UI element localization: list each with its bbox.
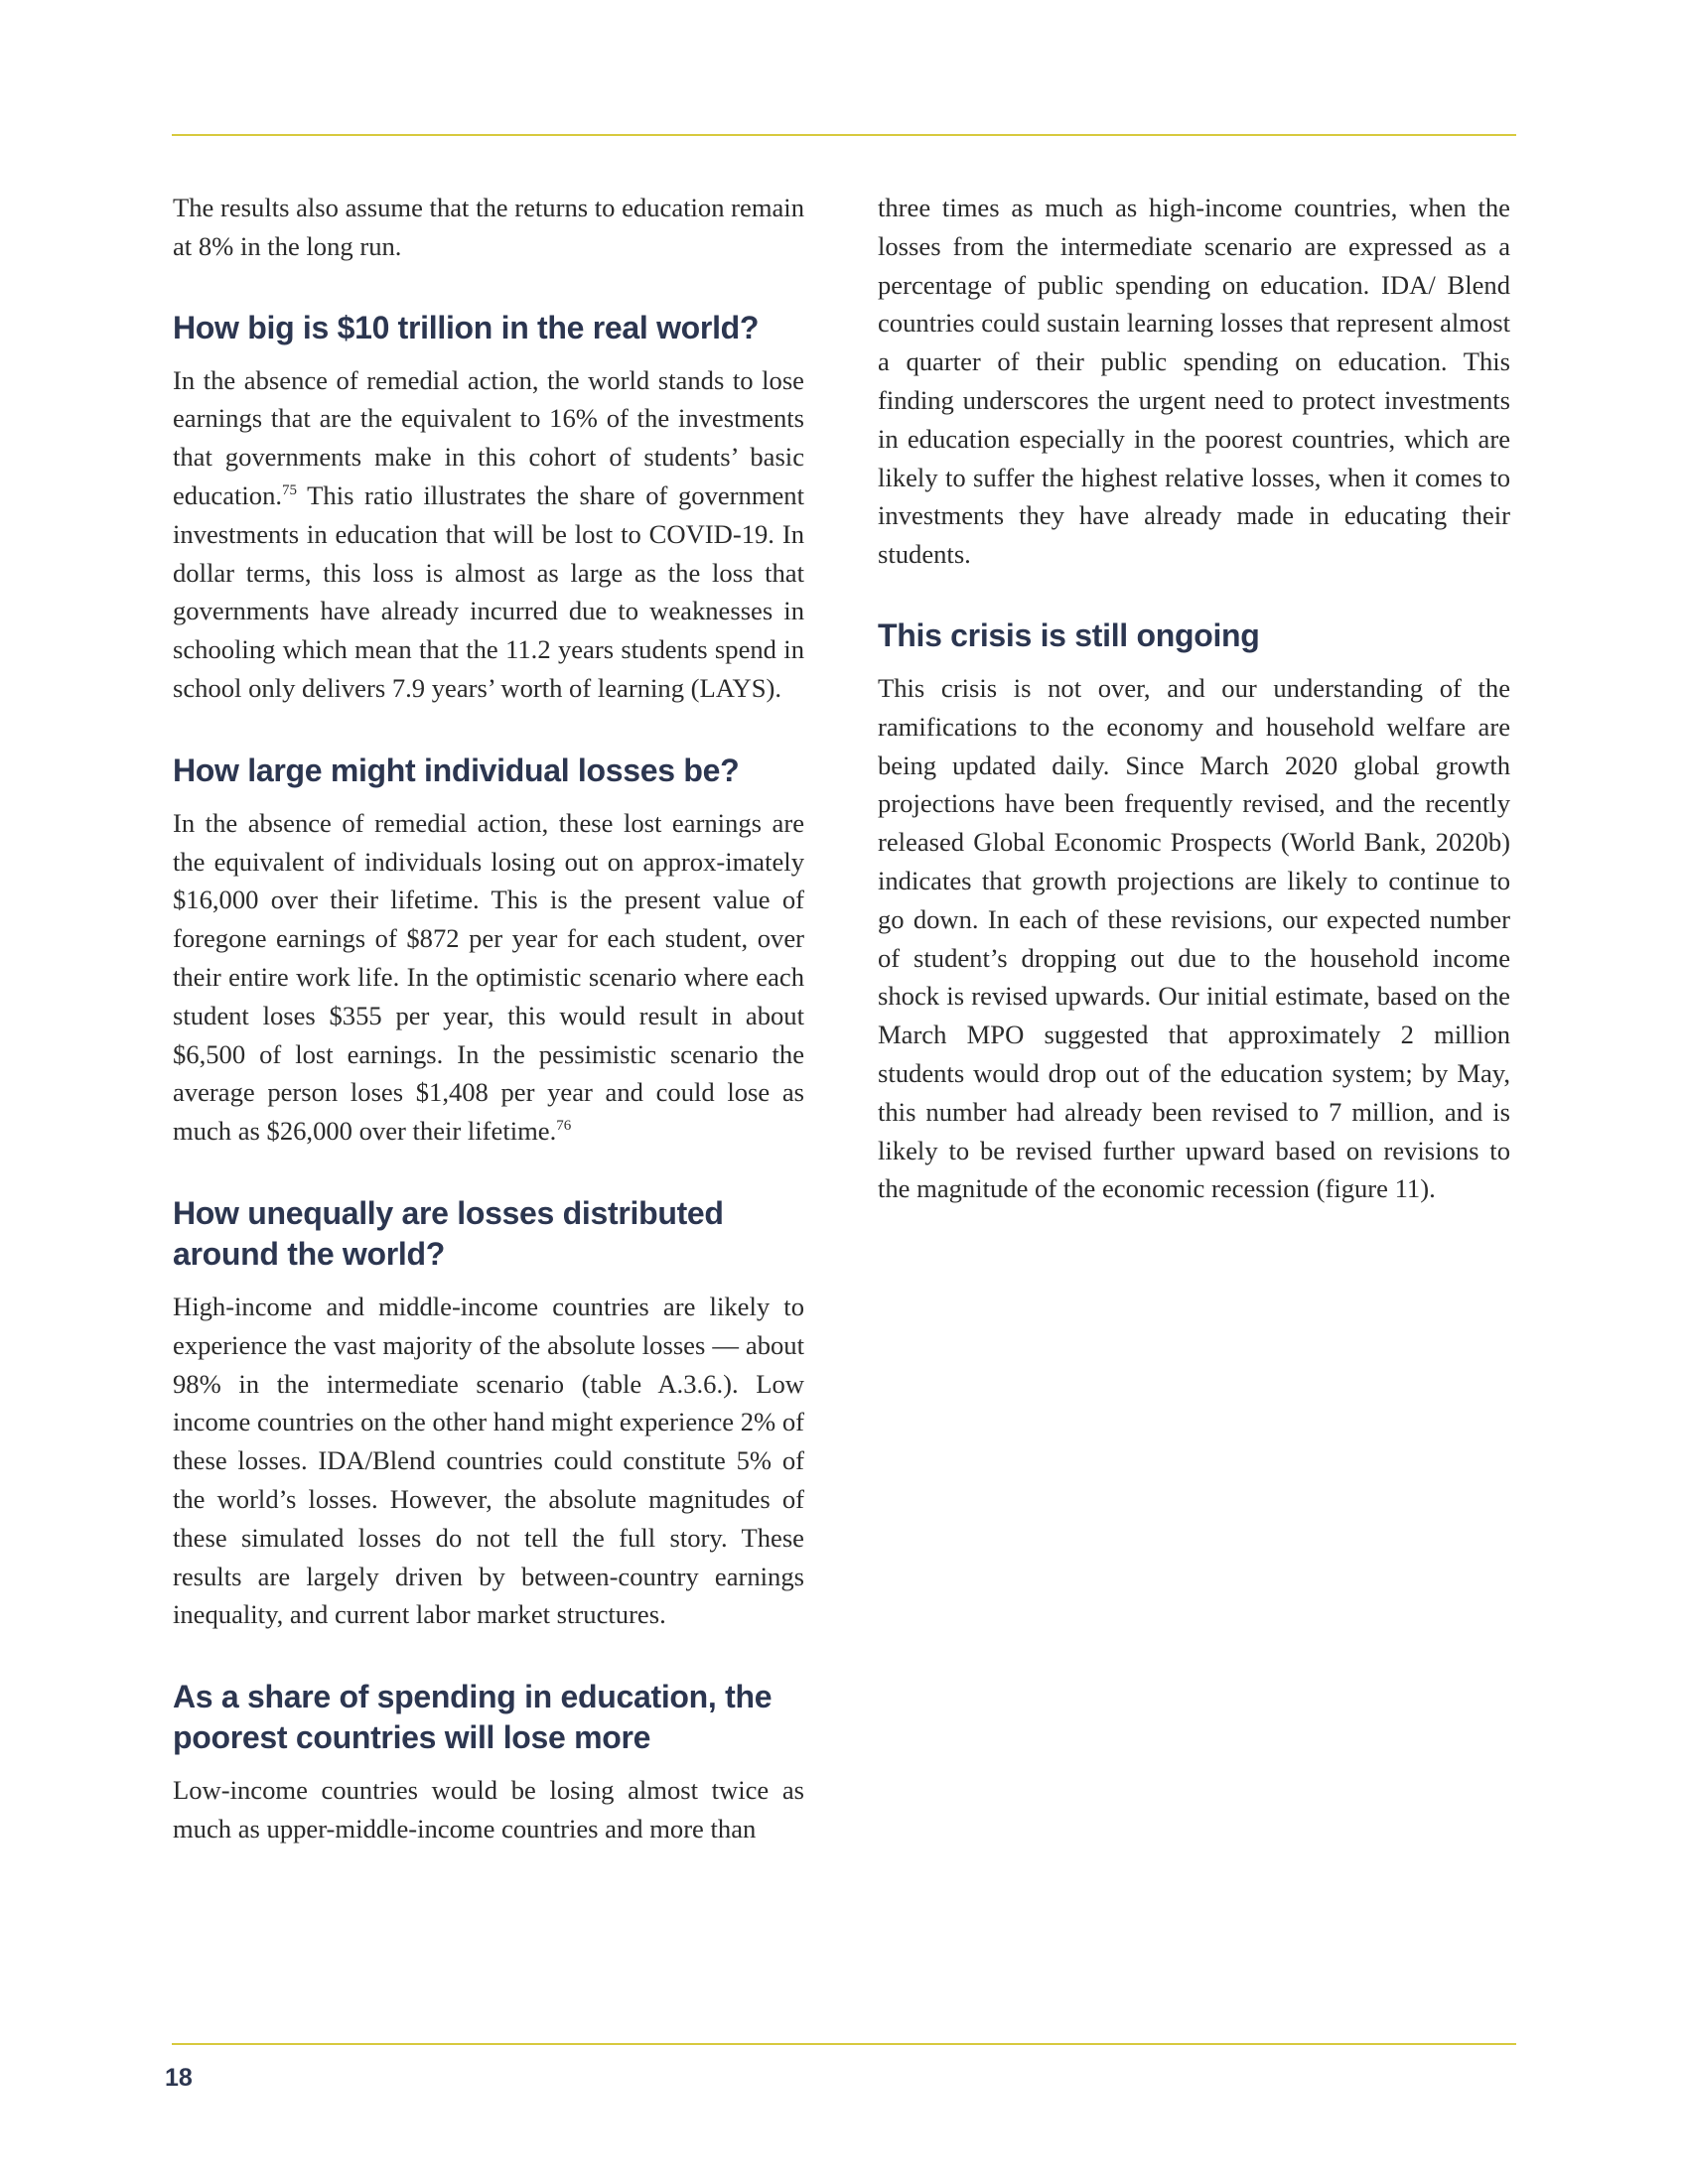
footnote-76[interactable]: 76 bbox=[556, 1118, 572, 1135]
paragraph-share-continued: three times as much as high-income countries, when the losses from the intermediate scenario are expressed as a percentage of public spending on education. IDA/ Blend countries could sustain learning losses that represent almost a quarter of their public spending on education. This finding underscores the urgent need to protect investments in education especially in the poorest countries, which are likely to suffer the highest relative losses, when it comes to investments they have already made in educating their students. bbox=[878, 193, 1510, 570]
paragraph-big-trillion bbox=[173, 361, 804, 708]
paragraph-unequal-losses: High-income and middle-income countries are likely to experience the vast majority of the absolute losses — about 98% in the intermediate scenario (table A.3.6.). Low income countries on the other hand might experience 2% of these losses. IDA/Blend countries could constitute 5% of the world’s losses. However, the absolute magnitudes of these simulated losses do not tell the full story. These results are largely driven by between-country earnings inequality, and current labor market structures. bbox=[173, 1291, 804, 1630]
left-column bbox=[173, 189, 804, 1848]
paragraph-big-trillion-part2: This ratio illustrates the share of government investments in education that will be lost to COVID-19. In dollar terms, this loss is almost as large as the loss that governments have already incurred due to weaknesses in schooling which mean that the 11.2 years students spend in school only delivers 7.9 years’ worth of learning (LAYS). bbox=[173, 479, 804, 703]
paragraph-big-trillion-part1: In the absence of remedial action, the world stands to lose earnings that are the equivalent to 16% of the investments that governments make in this cohort of students’ basic education. bbox=[173, 364, 804, 510]
footer-rule bbox=[172, 2043, 1516, 2045]
heading-share-spending: As a share of spending in education, the poorest countries will lose more bbox=[173, 1679, 773, 1756]
heading-big-trillion: How big is $10 trillion in the real world? bbox=[173, 309, 760, 345]
paragraph-individual-losses bbox=[173, 804, 804, 1151]
paragraph-crisis-ongoing: This crisis is not over, and our understanding of the ramifications to the economy and household welfare are being updated daily. Since March 2020 global growth projections have been frequently revised, and the recently released Global Economic Prospects (World Bank, 2020b) indicates that growth projections are likely to continue to go down. In each of these revisions, our expected number of student’s dropping out due to the household income shock is revised upwards. Our initial estimate, based on the March MPO suggested that approximately 2 million students would drop out of the education system; by May, this number had already been revised to 7 million, and is likely to be revised further upward based on revisions to the magnitude of the economic recession (figure 11). bbox=[878, 672, 1510, 1204]
paragraph-intro: The results also assume that the returns to education remain at 8% in the long run. bbox=[173, 193, 804, 261]
header-rule bbox=[172, 134, 1516, 136]
paragraph-individual-losses-text: In the absence of remedial action, these lost earnings are the equivalent of individuals losing out on approx-imately $16,000 over their lifetime. This is the present value of foregone earnings of $872 per year for each student, over their entire work life. In the optimistic scenario where each student loses $355 per year, this would result in about $6,500 of lost earnings. In the pessimistic scenario the average person loses $1,408 per year and could lose as much as $26,000 over their lifetime. bbox=[173, 807, 804, 1147]
heading-unequal-losses: How unequally are losses distributed around the world? bbox=[173, 1194, 724, 1272]
page-number: 18 bbox=[165, 2064, 193, 2092]
right-column bbox=[878, 189, 1510, 1208]
heading-crisis-ongoing: This crisis is still ongoing bbox=[878, 616, 1260, 653]
footnote-75[interactable]: 75 bbox=[282, 482, 298, 499]
heading-individual-losses: How large might individual losses be? bbox=[173, 751, 740, 788]
paragraph-share-spending: Low-income countries would be losing almost twice as much as upper-middle-income countries and more than bbox=[173, 1775, 804, 1843]
